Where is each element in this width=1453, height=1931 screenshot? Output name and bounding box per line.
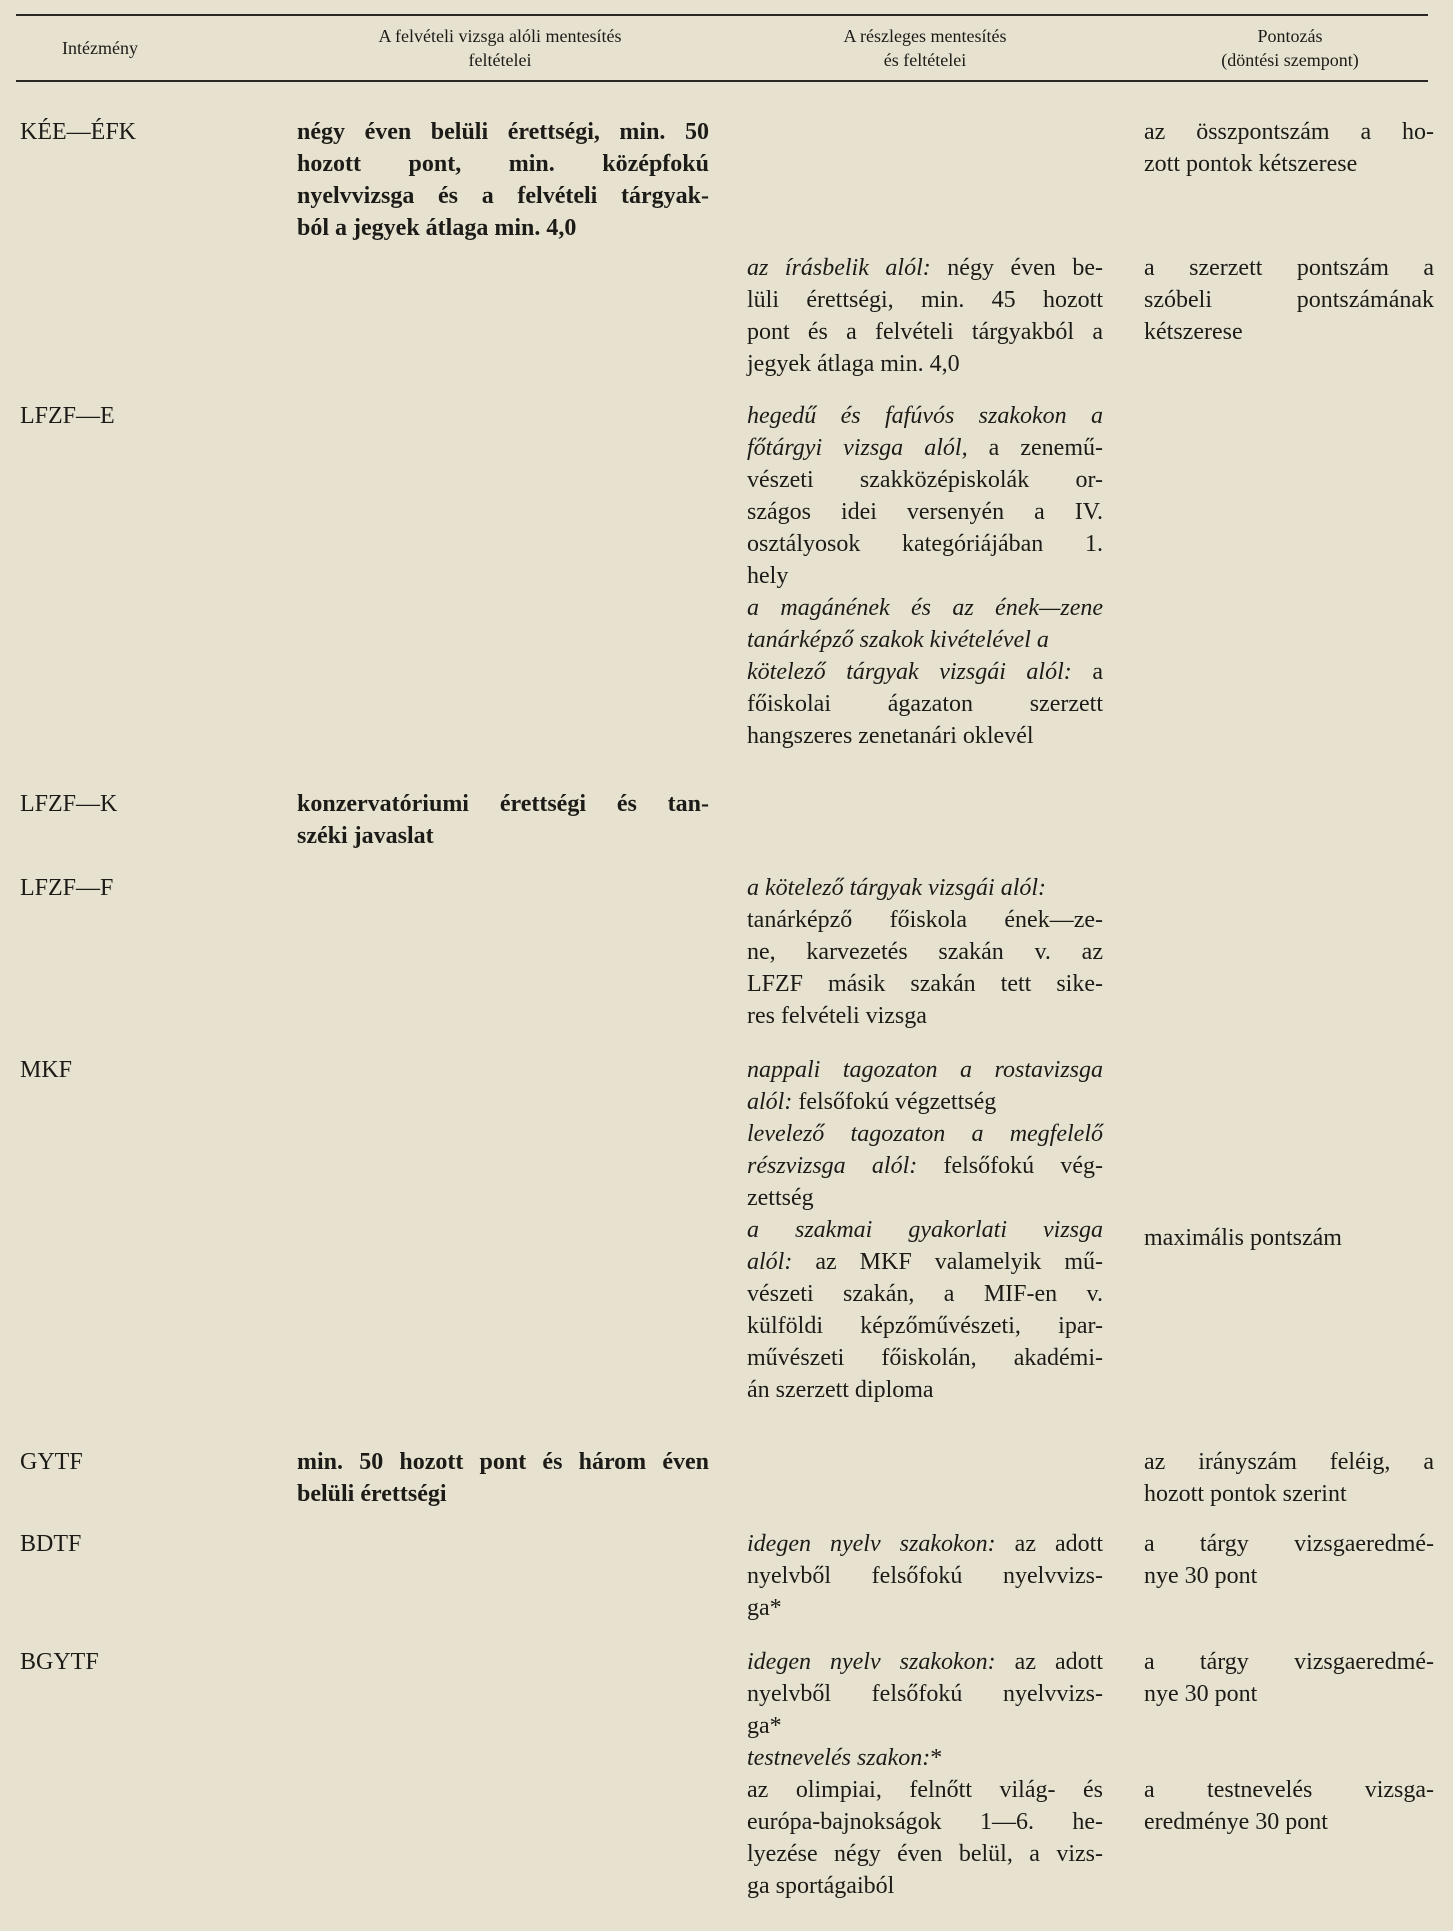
header-partial-exemption: A részleges mentesítés és feltételei [843,26,1007,70]
bdtf-partial-exemption: idegen nyelv szakokon: az adott nyelvből felsőfokú nyelvvizs- ga* [747,1531,1103,1621]
kee-score-1: az összpontszám a ho- zott pontok kétszerese [1144,119,1434,177]
kee-partial-exemption: az írásbelik alól: négy éven be- lüli érettségi, min. 45 hozott pont és a felvételi tárgyakból a jegyek átlaga min. 4,0 [747,255,1103,377]
institution-lfzf-e: LFZF—E [20,403,115,429]
mkf-score: maximális pontszám [1144,1225,1342,1251]
top-rule [16,14,1428,16]
header-scoring: Pontozás (döntési szempont) [1221,26,1359,70]
bgytf-score-2: a testnevelés vizsga- eredménye 30 pont [1144,1777,1434,1835]
lfzf-f-partial-exemption: a kötelező tárgyak vizsgái alól: tanárképző főiskola ének—ze- ne, karvezetés szakán v. az LFZF másik szakán tett sike- res felvételi vizsga [747,875,1103,1029]
gytf-score: az irányszám feléig, a hozott pontok szerint [1144,1449,1434,1507]
institution-bgytf: BGYTF [20,1649,99,1675]
lfzf-e-partial-exemption: hegedű és fafúvós szakokon a főtárgyi vizsga alól, a zenemű- vészeti szakközépiskolák or- szágos idei versenyén a IV. osztályosok kategóriájában 1. hely a magánének és az ének—zene tanárképző szakok kivételével a kötelező tárgyak vizsgái alól: a főiskolai ágazaton szerzett hangszeres zenetanári oklevél [747,403,1103,749]
kee-score-2: a szerzett pontszám a szóbeli pontszámának kétszerese [1144,255,1434,345]
institution-lfzf-k: LFZF—K [20,791,118,817]
institution-bdtf: BDTF [20,1531,82,1557]
header-institution: Intézmény [62,38,138,58]
kee-full-exemption: négy éven belüli érettségi, min. 50 hozott pont, min. középfokú nyelvvizsga és a felvételi tárgyak- ból a jegyek átlaga min. 4,0 [297,119,709,241]
bgytf-score-1: a tárgy vizsgaeredmé- nye 30 pont [1144,1649,1434,1707]
bdtf-score: a tárgy vizsgaeredmé- nye 30 pont [1144,1531,1434,1589]
institution-kee-efk: KÉE—ÉFK [20,119,136,145]
institution-mkf: MKF [20,1057,73,1083]
mkf-partial-exemption: nappali tagozaton a rostavizsga alól: felsőfokú végzettség levelező tagozaton a megfelelő részvizsga alól: felsőfokú vég- zettség a szakmai gyakorlati vizsga alól: az MKF valamelyik mű- vészeti szakán, a MIF-en v. külföldi képzőművészeti, ipar- művészeti főiskolán, akadémi- án szerzett diploma [747,1057,1103,1403]
institution-gytf: GYTF [20,1449,83,1475]
gytf-full-exemption: min. 50 hozott pont és három éven belüli érettségi [297,1449,709,1507]
header-rule [16,80,1428,82]
header-full-exemption: A felvételi vizsga alóli mentesítés feltételei [378,26,622,70]
bgytf-partial-exemption: idegen nyelv szakokon: az adott nyelvből felsőfokú nyelvvizs- ga* testnevelés szakon:* az olimpiai, felnőtt világ- és európa-bajnokságok 1—6. he- lyezése négy éven belül, a vizs- ga sportágaiból [747,1649,1103,1899]
lfzf-k-full-exemption: konzervatóriumi érettségi és tan- széki javaslat [297,791,709,849]
institution-lfzf-f: LFZF—F [20,875,114,901]
